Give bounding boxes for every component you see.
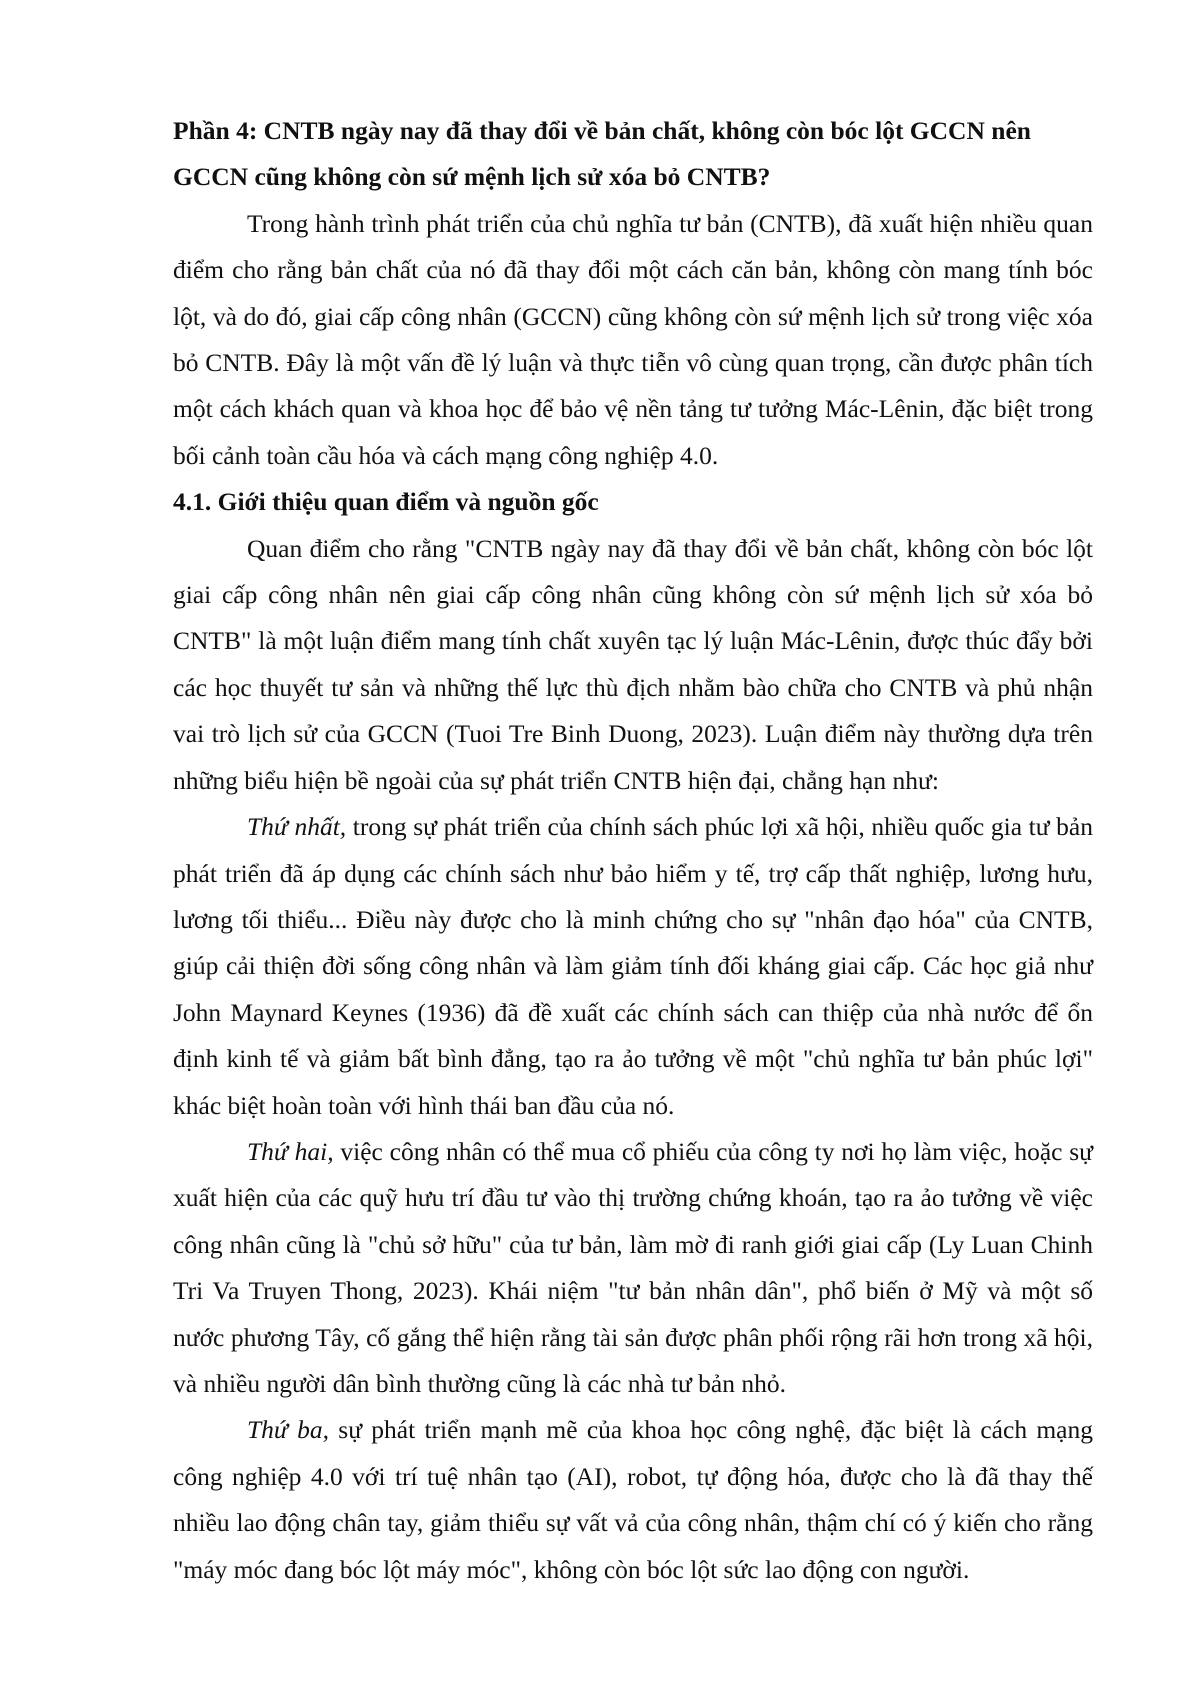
document-body — [173, 108, 1093, 1593]
point-text-1: trong sự phát triển của chính sách phúc lợi xã hội, nhiều quốc gia tư bản phát triển đã áp dụng các chính sách như bảo hiểm y tế, trợ cấp thất nghiệp, lương hưu, lương tối thiểu... Điều này được cho là minh chứng cho sự "nhân đạo hóa" của CNTB, giúp cải thiện đời sống công nhân và làm giảm tính đối kháng giai cấp. Các học giả như John Maynard Keynes (1936) đã đề xuất các chính sách can thiệp của nhà nước để ổn định kinh tế và giảm bất bình đẳng, tạo ra ảo tưởng về một "chủ nghĩa tư bản phúc lợi" khác biệt hoàn toàn với hình thái ban đầu của nó. — [173, 812, 1093, 1120]
section-heading: 4.1. Giới thiệu quan điểm và nguồn gốc — [173, 487, 599, 517]
point-text-2: việc công nhân có thể mua cổ phiếu của công ty nơi họ làm việc, hoặc sự xuất hiện của các quỹ hưu trí đầu tư vào thị trường chứng khoán, tạo ra ảo tưởng về việc công nhân cũng là "chủ sở hữu" của tư bản, làm mờ đi ranh giới giai cấp (Ly Luan Chinh Tri Va Truyen Thong, 2023). Khái niệm "tư bản nhân dân", phổ biến ở Mỹ và một số nước phương Tây, cố gắng thể hiện rằng tài sản được phân phối rộng rãi hơn trong xã hội, và nhiều người dân bình thường cũng là các nhà tư bản nhỏ. — [173, 1136, 1093, 1398]
main-heading: Phần 4: CNTB ngày nay đã thay đổi về bản chất, không còn bóc lột GCCN nên GCCN cũng không còn sứ mệnh lịch sử xóa bỏ CNTB? — [173, 116, 1031, 192]
point-lead-3: Thứ ba, — [247, 1415, 329, 1445]
point-paragraph-2 — [173, 1129, 1093, 1407]
point-paragraph-3 — [173, 1407, 1093, 1593]
intro-paragraph: Trong hành trình phát triển của chủ nghĩa tư bản (CNTB), đã xuất hiện nhiều quan điểm cho rằng bản chất của nó đã thay đổi một cách căn bản, không còn mang tính bóc lột, và do đó, giai cấp công nhân (GCCN) cũng không còn sứ mệnh lịch sử trong việc xóa bỏ CNTB. Đây là một vấn đề lý luận và thực tiễn vô cùng quan trọng, cần được phân tích một cách khách quan và khoa học để bảo vệ nền tảng tư tưởng Mác-Lênin, đặc biệt trong bối cảnh toàn cầu hóa và cách mạng công nghiệp 4.0. — [173, 208, 1093, 470]
point-text-3: sự phát triển mạnh mẽ của khoa học công nghệ, đặc biệt là cách mạng công nghiệp 4.0 với trí tuệ nhân tạo (AI), robot, tự động hóa, được cho là đã thay thế nhiều lao động chân tay, giảm thiểu sự vất vả của công nhân, thậm chí có ý kiến cho rằng "máy móc đang bóc lột máy móc", không còn bóc lột sức lao động con người. — [173, 1415, 1093, 1584]
section-paragraph: Quan điểm cho rằng "CNTB ngày nay đã thay đổi về bản chất, không còn bóc lột giai cấp công nhân nên giai cấp công nhân cũng không còn sứ mệnh lịch sử xóa bỏ CNTB" là một luận điểm mang tính chất xuyên tạc lý luận Mác-Lênin, được thúc đẩy bởi các học thuyết tư sản và những thế lực thù địch nhằm bào chữa cho CNTB và phủ nhận vai trò lịch sử của GCCN (Tuoi Tre Binh Duong, 2023). Luận điểm này thường dựa trên những biểu hiện bề ngoài của sự phát triển CNTB hiện đại, chẳng hạn như: — [173, 533, 1093, 795]
point-lead-1: Thứ nhất, — [247, 812, 347, 842]
point-lead-2: Thứ hai, — [247, 1136, 334, 1166]
point-paragraph-1 — [173, 804, 1093, 1129]
